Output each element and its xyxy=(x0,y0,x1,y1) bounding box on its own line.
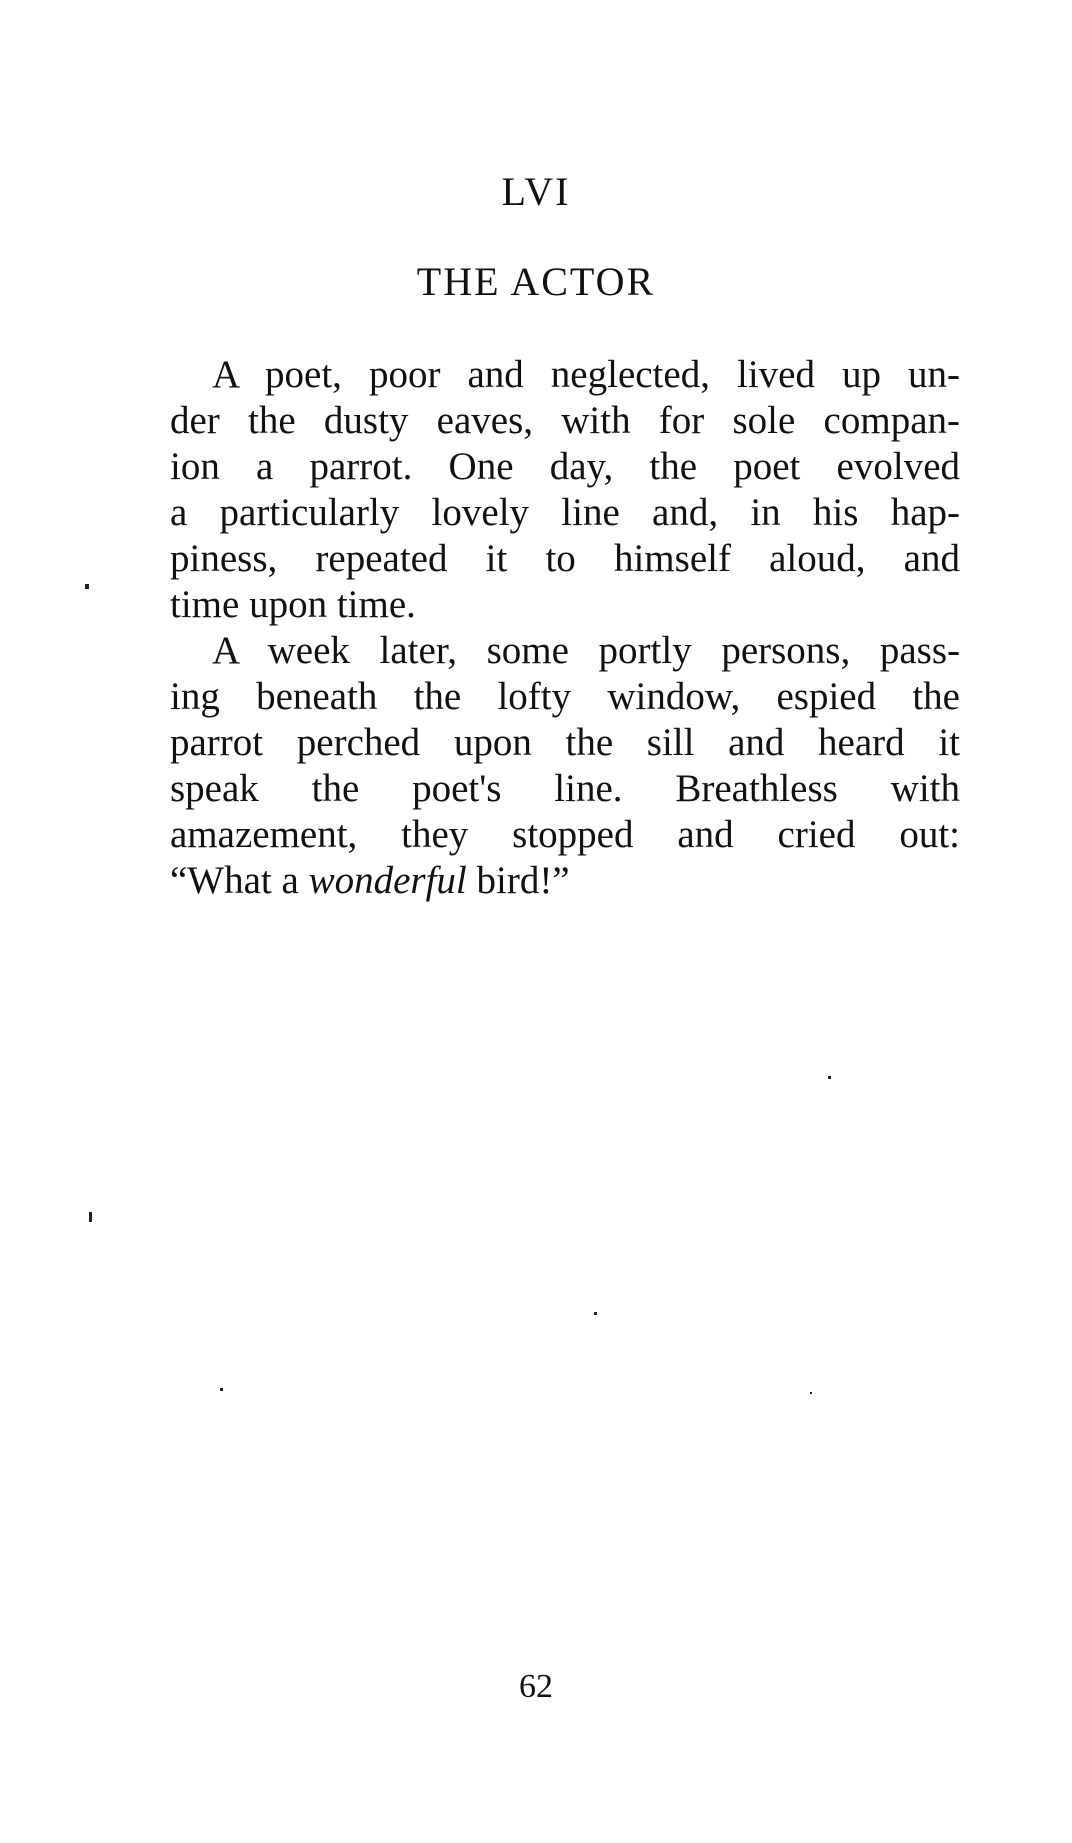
text-line: ion a parrot. One day, the poet evolved xyxy=(170,445,960,488)
scan-speck xyxy=(810,1392,812,1394)
scan-speck xyxy=(828,1076,831,1079)
body-text xyxy=(170,352,960,904)
text-line: der the dusty eaves, with for sole compan- xyxy=(170,399,960,442)
text-line: parrot perched upon the sill and heard it xyxy=(170,721,960,764)
text-line: speak the poet's line. Breathless with xyxy=(170,767,960,810)
scan-speck xyxy=(594,1312,597,1315)
text-line: A poet, poor and neglected, lived up un- xyxy=(212,353,960,396)
text-line: ing beneath the lofty window, espied the xyxy=(170,675,960,718)
page-number: 62 xyxy=(519,1668,553,1705)
scan-speck xyxy=(85,584,89,589)
scan-speck xyxy=(220,1388,223,1391)
italic-word: wonderful xyxy=(308,859,467,902)
text-line: amazement, they stopped and cried out: xyxy=(170,813,960,856)
text-line: A week later, some portly persons, pass- xyxy=(212,629,960,672)
text-line: time upon time. xyxy=(170,583,416,626)
text-line: a particularly lovely line and, in his hap- xyxy=(170,491,960,534)
chapter-number: LVI xyxy=(501,169,571,214)
text-line: piness, repeated it to himself aloud, and xyxy=(170,537,960,580)
text-line-final xyxy=(170,858,960,904)
quote-end: bird!” xyxy=(466,859,570,902)
scan-speck xyxy=(89,1212,92,1222)
chapter-title: THE ACTOR xyxy=(416,259,656,304)
quote-start: “What a xyxy=(170,859,309,902)
